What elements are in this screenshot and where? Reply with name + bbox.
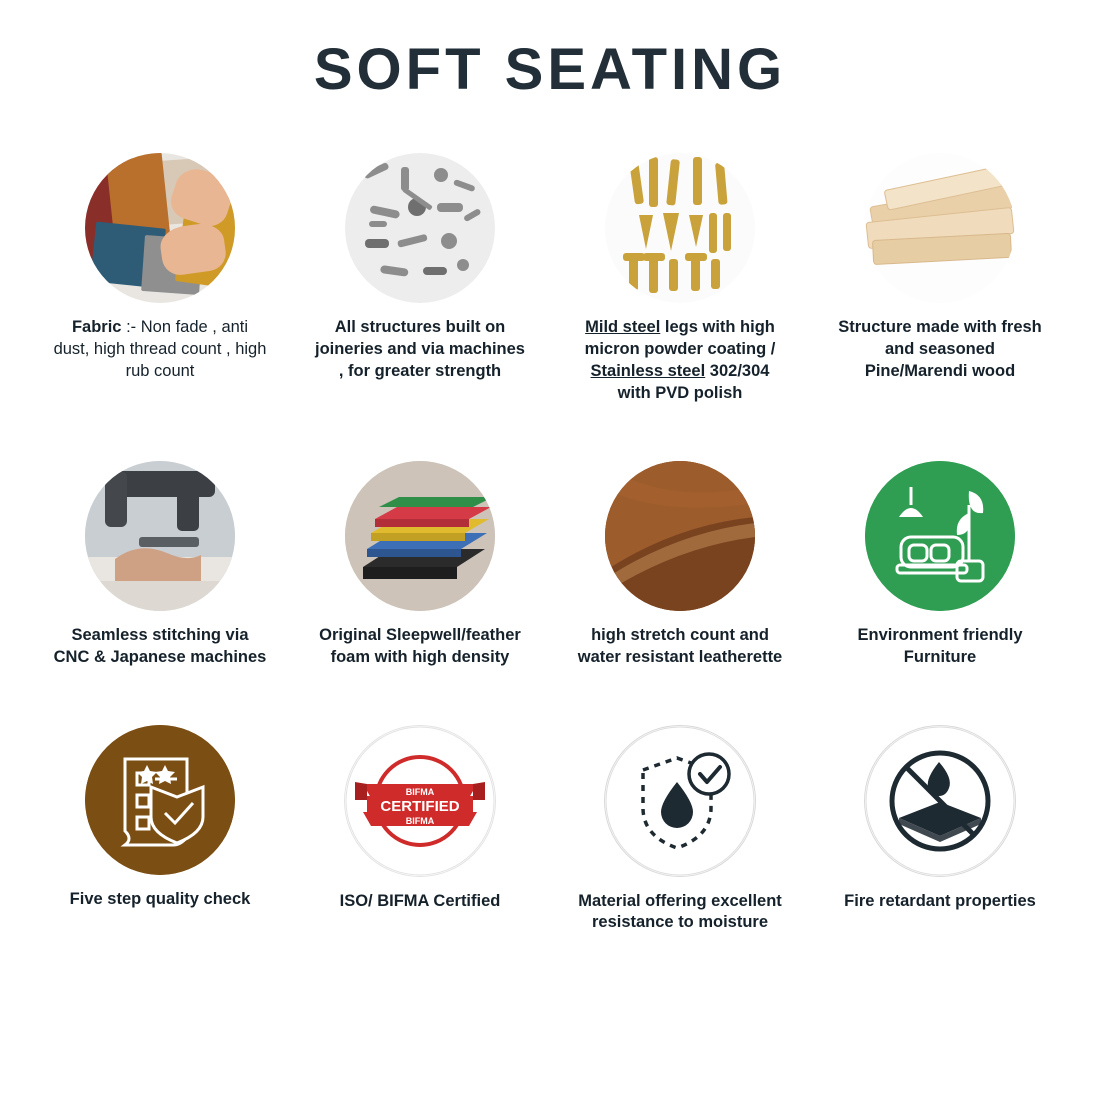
svg-text:BIFMA: BIFMA	[405, 815, 435, 826]
feature-caption: Seamless stitching via CNC & Japanese machines	[53, 625, 267, 666]
feature-item	[550, 461, 810, 669]
feature-item	[290, 153, 550, 405]
screws-icon	[605, 153, 755, 303]
feature-item	[810, 725, 1070, 935]
feature-item	[30, 153, 290, 405]
feature-item	[550, 153, 810, 405]
hardware-parts-icon	[345, 153, 495, 303]
feature-caption: Original Sleepwell/feather foam with high density	[319, 625, 521, 666]
leatherette-icon	[605, 461, 755, 611]
feature-caption: Structure made with fresh and seasoned Pine/Marendi wood	[838, 317, 1042, 380]
foam-layers-icon	[345, 461, 495, 611]
feature-item	[290, 725, 550, 935]
feature-caption: Fabric :- Non fade , anti dust, high thread count , high rub count	[53, 317, 267, 380]
quality-checklist-icon	[85, 725, 235, 875]
feature-grid	[0, 153, 1100, 935]
page-title: SOFT SEATING	[313, 37, 787, 102]
feature-caption: Fire retardant properties	[844, 891, 1036, 910]
feature-caption: Material offering excellent resistance to moisture	[578, 891, 782, 932]
wood-planks-icon	[865, 153, 1015, 303]
fire-retardant-icon	[864, 725, 1016, 877]
feature-caption: Five step quality check	[69, 889, 251, 908]
bifma-certified-badge-icon	[344, 725, 496, 877]
feature-item	[290, 461, 550, 669]
feature-caption: high stretch count and water resistant leatherette	[577, 625, 783, 666]
svg-text:CERTIFIED: CERTIFIED	[380, 797, 460, 815]
feature-item	[810, 153, 1070, 405]
feature-caption: All structures built on joineries and via machines , for greater strength	[314, 317, 525, 380]
svg-text:BIFMA: BIFMA	[405, 786, 435, 797]
feature-item	[550, 725, 810, 935]
feature-caption: Mild steel legs with high micron powder coating / Stainless steel 302/304 with PVD polish	[584, 317, 776, 402]
feature-item	[810, 461, 1070, 669]
feature-caption: ISO/ BIFMA Certified	[339, 891, 501, 910]
water-resistance-shield-icon	[604, 725, 756, 877]
feature-item	[30, 461, 290, 669]
eco-friendly-furniture-icon	[865, 461, 1015, 611]
feature-caption: Environment friendly Furniture	[857, 625, 1023, 666]
fabric-swatches-icon	[85, 153, 235, 303]
feature-item	[30, 725, 290, 935]
sewing-machine-icon	[85, 461, 235, 611]
